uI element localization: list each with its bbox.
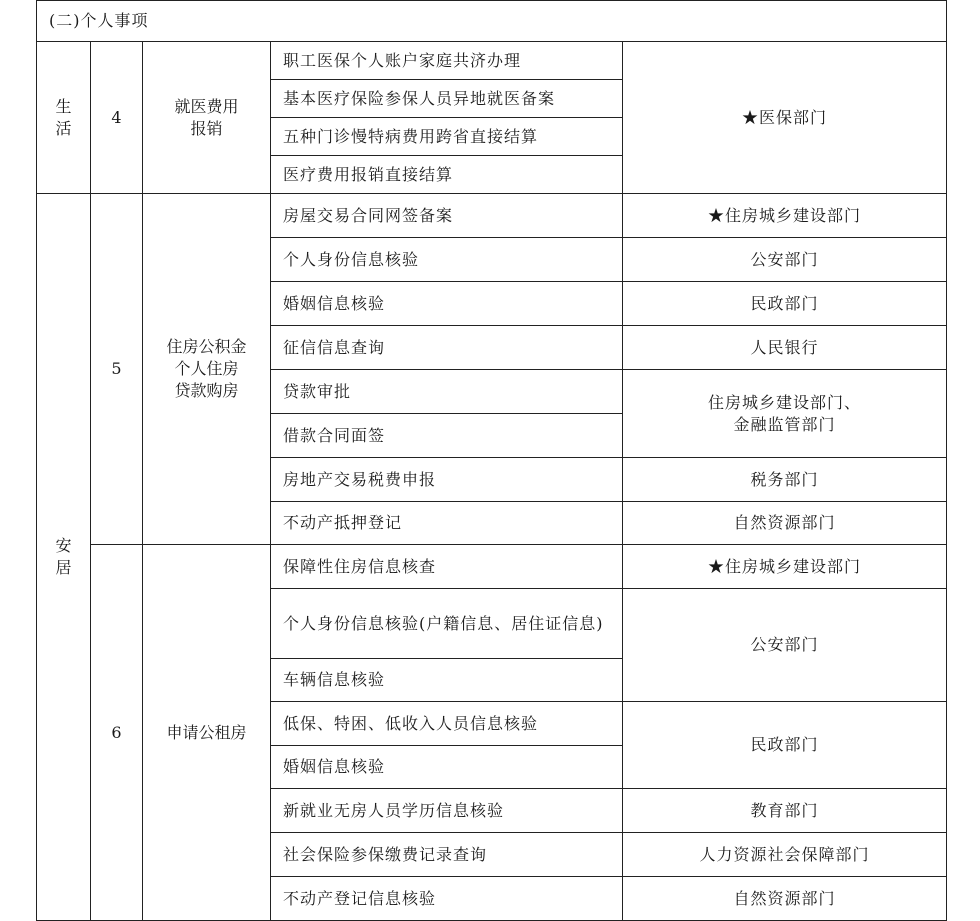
table-row	[37, 194, 947, 238]
category-cell	[37, 194, 91, 921]
item-number: 5	[91, 194, 143, 545]
sub-item: 车辆信息核验	[271, 659, 623, 702]
department: ★住房城乡建设部门	[623, 194, 947, 238]
matter-name: 就医费用 报销	[143, 42, 271, 194]
department: 自然资源部门	[623, 877, 947, 921]
department: 人力资源社会保障部门	[623, 833, 947, 877]
sub-item: 五种门诊慢特病费用跨省直接结算	[271, 118, 623, 156]
sub-item: 社会保险参保缴费记录查询	[271, 833, 623, 877]
department: 自然资源部门	[623, 502, 947, 545]
sub-item: 婚姻信息核验	[271, 282, 623, 326]
department: ★医保部门	[623, 42, 947, 194]
category-char: 安	[55, 536, 72, 555]
department: 公安部门	[623, 589, 947, 702]
table-row	[37, 42, 947, 80]
department: 民政部门	[623, 282, 947, 326]
sub-item: 基本医疗保险参保人员异地就医备案	[271, 80, 623, 118]
sub-item: 保障性住房信息核查	[271, 545, 623, 589]
sub-item: 房屋交易合同网签备案	[271, 194, 623, 238]
department: ★住房城乡建设部门	[623, 545, 947, 589]
department: 住房城乡建设部门、 金融监管部门	[623, 370, 947, 458]
sub-item: 贷款审批	[271, 370, 623, 414]
department: 税务部门	[623, 458, 947, 502]
matters-table	[36, 0, 947, 921]
category-char: 居	[55, 558, 72, 577]
section-title: (二)个人事项	[37, 1, 947, 42]
matter-name: 申请公租房	[143, 545, 271, 921]
sub-item: 个人身份信息核验	[271, 238, 623, 282]
sub-item: 房地产交易税费申报	[271, 458, 623, 502]
sub-item: 医疗费用报销直接结算	[271, 156, 623, 194]
sub-item: 婚姻信息核验	[271, 746, 623, 789]
category-cell	[37, 42, 91, 194]
table-row	[37, 545, 947, 589]
department: 人民银行	[623, 326, 947, 370]
category-char: 生	[55, 96, 72, 116]
sub-item: 职工医保个人账户家庭共济办理	[271, 42, 623, 80]
section-header-row	[37, 1, 947, 42]
item-number: 4	[91, 42, 143, 194]
sub-item: 借款合同面签	[271, 414, 623, 458]
sub-item: 不动产抵押登记	[271, 502, 623, 545]
department: 教育部门	[623, 789, 947, 833]
matter-name: 住房公积金 个人住房 贷款购房	[143, 194, 271, 545]
category-char: 活	[55, 118, 72, 138]
sub-item: 新就业无房人员学历信息核验	[271, 789, 623, 833]
sub-item: 不动产登记信息核验	[271, 877, 623, 921]
item-number: 6	[91, 545, 143, 921]
department: 民政部门	[623, 702, 947, 789]
sub-item: 低保、特困、低收入人员信息核验	[271, 702, 623, 746]
sub-item: 征信信息查询	[271, 326, 623, 370]
department: 公安部门	[623, 238, 947, 282]
sub-item: 个人身份信息核验(户籍信息、居住证信息)	[271, 589, 623, 659]
